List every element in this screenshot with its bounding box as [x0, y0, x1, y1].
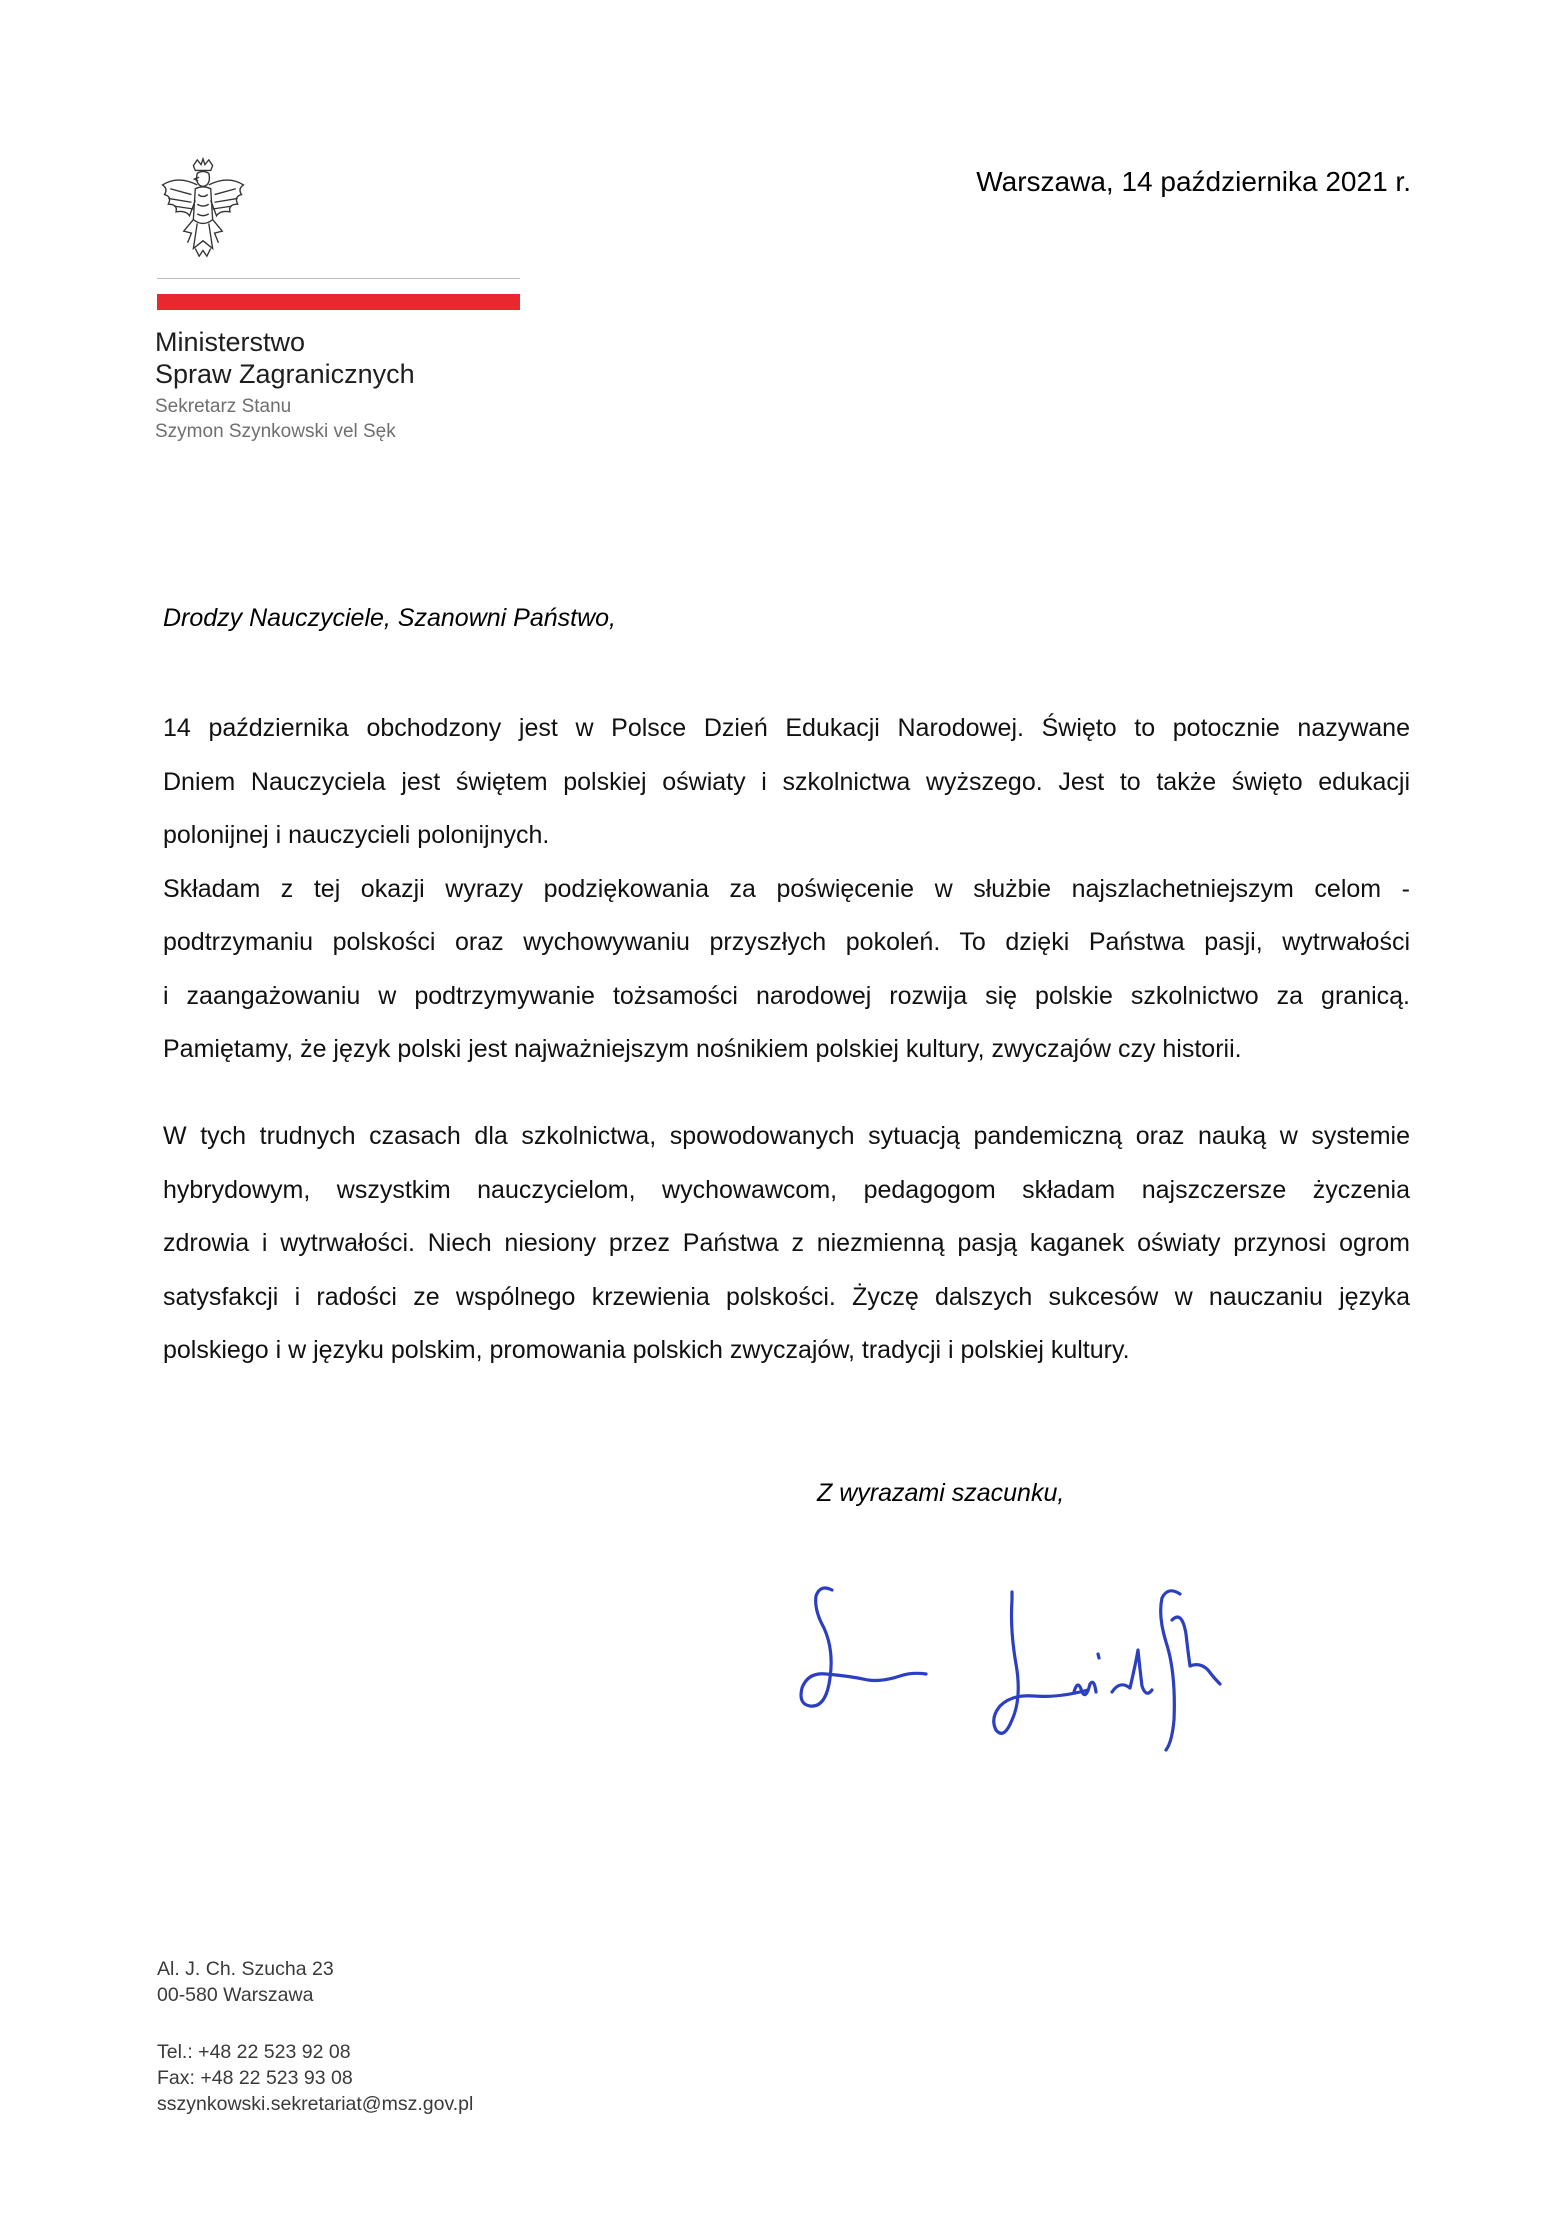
paragraph-line: W tych trudnych czasach dla szkolnictwa, spowodowanych sytuacją pandemiczną oraz nauką w systemie [163, 1122, 1410, 1150]
eagle-emblem-icon [154, 156, 252, 262]
paragraph-line: i zaangażowaniu w podtrzymywanie tożsamości narodowej rozwija się polskie szkolnictwo za granicą. [163, 981, 1410, 1010]
contact-email: sszynkowski.sekretariat@msz.gov.pl [157, 2093, 474, 2115]
ministry-name-line: Spraw Zagranicznych [155, 359, 415, 389]
letter-date: Warszawa, 14 października 2021 r. [976, 166, 1411, 197]
paragraph-line: hybrydowym, wszystkim nauczycielom, wychowawcom, pedagogom składam najszczersze życzenia [163, 1175, 1410, 1204]
salutation: Drodzy Nauczyciele, Szanowni Państwo, [163, 604, 616, 632]
paragraph-line: polskiego i w języku polskim, promowania polskich zwyczajów, tradycji i polskiej kultury. [163, 1336, 1130, 1364]
paragraph-line: 14 października obchodzony jest w Polsce Dzień Edukacji Narodowej. Święto to potocznie nazywane [163, 714, 1410, 742]
signature-icon [790, 1580, 1420, 1770]
contact-phone: Tel.: +48 22 523 92 08 [157, 2041, 351, 2063]
paragraph-line: polonijnej i nauczycieli polonijnych. [163, 821, 550, 849]
footer-address [157, 1956, 334, 2008]
official-name: Szymon Szynkowski vel Sęk [155, 421, 396, 442]
header-divider-line [157, 278, 520, 279]
body-paragraph-2 [163, 1110, 1410, 1378]
header-red-bar [157, 294, 520, 310]
paragraph-line: podtrzymaniu polskości oraz wychowywaniu przyszłych pokoleń. To dzięki Państwa pasji, wytrwałości [163, 928, 1410, 956]
address-street: Al. J. Ch. Szucha 23 [157, 1958, 334, 1980]
paragraph-line: Dniem Nauczyciela jest świętem polskiej oświaty i szkolnictwa wyższego. Jest to także święto edukacji [163, 767, 1410, 796]
paragraph-line: Pamiętamy, że język polski jest najważniejszym nośnikiem polskiej kultury, zwyczajów czy historii. [163, 1035, 1242, 1063]
paragraph-line: satysfakcji i radości ze wspólnego krzewienia polskości. Życzę dalszych sukcesów w nauczaniu języka [163, 1282, 1410, 1311]
footer-contact [157, 2039, 473, 2117]
contact-fax: Fax: +48 22 523 93 08 [157, 2067, 353, 2089]
ministry-name-line: Ministerstwo [155, 327, 306, 357]
body-paragraph-1 [163, 702, 1410, 1077]
ministry-name [155, 326, 415, 390]
closing-phrase: Z wyrazami szacunku, [817, 1479, 1065, 1507]
official-title: Sekretarz Stanu [155, 396, 292, 417]
paragraph-line: zdrowia i wytrwałości. Niech niesiony przez Państwa z niezmienną pasją kaganek oświaty przynosi ogrom [163, 1229, 1410, 1257]
official-signatory [155, 394, 396, 444]
address-city: 00-580 Warszawa [157, 1984, 314, 2006]
paragraph-line: Składam z tej okazji wyrazy podziękowania za poświęcenie w służbie najszlachetniejszym celom - [163, 874, 1410, 903]
